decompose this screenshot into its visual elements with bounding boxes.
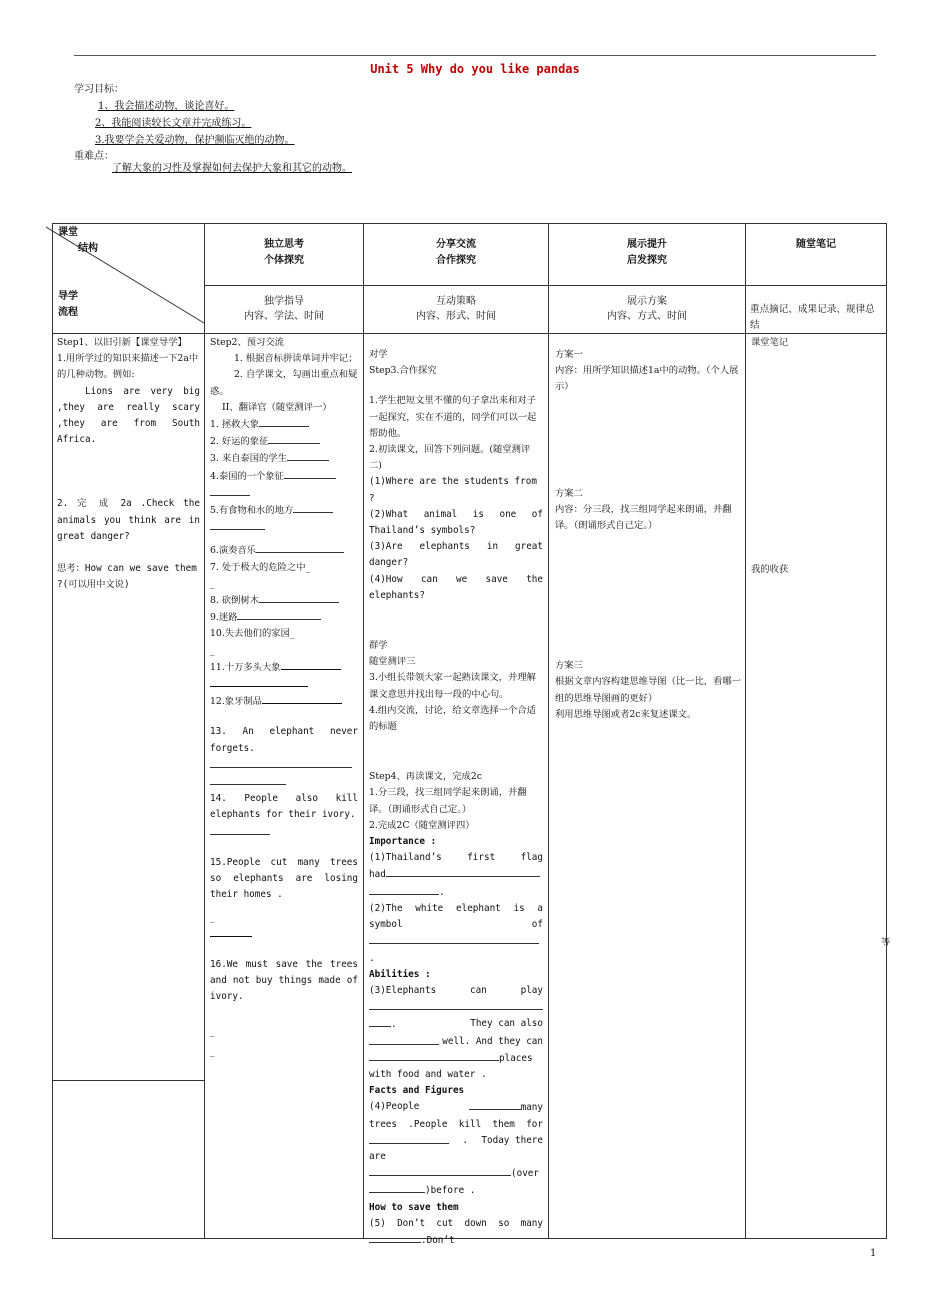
fill-abilities: (3)Elephants can play bbox=[369, 984, 543, 996]
sentence-13-blank bbox=[210, 774, 358, 791]
coop-point-2: 2.初读课文，回答下列问题。(随堂测评二) bbox=[369, 444, 531, 472]
sentence-13: 13. An elephant never forgets. bbox=[210, 726, 358, 754]
subheader-interaction: 互动策略 内容、形式、时间 bbox=[416, 296, 496, 322]
preview-point-2: 2. 自学课文，勾画出重点和疑惑。 bbox=[210, 369, 358, 397]
top-rule bbox=[74, 55, 876, 56]
sentence-16: 16.We must save the trees and not buy things made of ivory. bbox=[210, 958, 358, 1003]
objective-item: 2、我能阅读较长文章并完成练习。 bbox=[95, 118, 252, 129]
table-border bbox=[548, 223, 549, 1239]
plan-3-text: 根据文章内容构建思维导图（比一比，看哪一组的思维导图画的更好） bbox=[555, 676, 741, 704]
translate-item bbox=[210, 519, 358, 536]
translate-item: 2. 好运的象征 bbox=[210, 433, 358, 450]
fill-importance-1: . bbox=[369, 884, 543, 901]
fill-abilities: well. And they can bbox=[369, 1034, 543, 1050]
translate-item: 11.十万多头大象 bbox=[210, 659, 358, 676]
header-notes: 随堂笔记 bbox=[796, 239, 836, 250]
sentence-16-blank: _ bbox=[210, 1045, 215, 1057]
plan-1-label: 方案一 bbox=[555, 349, 583, 360]
fill-facts: (over bbox=[369, 1165, 543, 1182]
table-border bbox=[204, 285, 887, 286]
translate-item: 1. 拯救大象 bbox=[210, 416, 358, 433]
translate-item: 10.失去他们的家园_ bbox=[210, 628, 295, 640]
fill-abilities: with food and water . bbox=[369, 1068, 487, 1080]
translate-item: 12.象牙制品 bbox=[210, 693, 358, 710]
page-title: Unit 5 Why do you like pandas bbox=[370, 62, 580, 76]
subheader-plan: 展示方案 内容、方式、时间 bbox=[607, 296, 687, 322]
fill-importance-1: (1)Thailand’s first flag bbox=[369, 852, 543, 864]
fill-facts: are bbox=[369, 1150, 386, 1162]
fill-abilities: places bbox=[369, 1050, 543, 1067]
class-notes-label: 课堂笔记 bbox=[751, 337, 789, 348]
abilities-heading: Abilities : bbox=[369, 968, 431, 980]
fill-importance-2 bbox=[369, 933, 543, 950]
translator-label: II、翻译官（随堂测评一） bbox=[222, 401, 332, 413]
objectives-label: 学习目标： bbox=[74, 84, 124, 95]
objective-item: 1、我会描述动物，谈论喜好。 bbox=[98, 101, 235, 112]
translate-item: _ bbox=[210, 577, 215, 589]
translate-item bbox=[210, 485, 358, 502]
group-study-label: 群学 bbox=[369, 640, 388, 652]
reading-question: (3)Are elephants in great danger? bbox=[369, 541, 543, 569]
reading-question: (2)What animal is one of Thailand’s symbols? bbox=[369, 508, 543, 537]
translate-item bbox=[210, 676, 358, 693]
col1-content bbox=[57, 335, 200, 593]
plan-1-text: 内容：用所学知识描述1a中的动物。（个人展示） bbox=[555, 365, 739, 393]
translate-item: 6.演奏音乐 bbox=[210, 542, 358, 559]
facts-heading: Facts and Figures bbox=[369, 1085, 465, 1097]
key-points-text: 了解大象的习性及掌握如何去保护大象和其它的动物。 bbox=[112, 163, 352, 174]
step2-label: Step2、预习交流 bbox=[210, 337, 284, 348]
pair-study-label: 对学 bbox=[369, 349, 388, 360]
plan-3-text-2: 利用思维导图或者2c来复述课文。 bbox=[555, 708, 697, 720]
reading-question: (1)Where are the students from ? bbox=[369, 476, 537, 504]
table-border bbox=[52, 1080, 204, 1081]
reading-question: (4)How can we save the elephants? bbox=[369, 573, 543, 601]
fill-save: (5) Don’t cut down so many bbox=[369, 1217, 543, 1229]
table-border bbox=[886, 223, 887, 1239]
col4-content bbox=[555, 347, 741, 723]
plan-2-text: 内容：分三段，找三组同学起来朗诵，并翻译。（朗诵形式自己定。） bbox=[555, 503, 732, 532]
table-border bbox=[204, 223, 205, 1239]
importance-heading: Importance : bbox=[369, 836, 437, 848]
coop-point-3: 3.小组长带领大家一起熟读课文，并理解课文意思并找出每一段的中心句。 bbox=[369, 672, 536, 700]
fill-save: .Don’t bbox=[369, 1232, 543, 1249]
step3-label: Step3.合作探究 bbox=[369, 365, 437, 377]
fill-abilities bbox=[369, 999, 543, 1016]
sentence-15-blank bbox=[210, 926, 358, 943]
page-number: 1 bbox=[870, 1248, 877, 1259]
subheader-self-study: 独学指导 内容、学法、时间 bbox=[244, 296, 324, 322]
plan-3-label: 方案三 bbox=[555, 660, 583, 672]
how-to-save-heading: How to save them bbox=[369, 1201, 459, 1213]
question-2: 2. 完 成 2a .Check the animals you think are in great danger? bbox=[57, 498, 200, 542]
my-harvest-label: 我的收获 bbox=[751, 564, 789, 575]
corner-label-top1: 课堂 bbox=[58, 227, 78, 238]
corner-label-bottom2: 流程 bbox=[58, 307, 78, 318]
sentence-15: 15.People cut many trees so elephants are losing their homes . bbox=[210, 856, 358, 901]
translate-item: 3. 来自泰国的学生 bbox=[210, 450, 358, 467]
sentence-14-blank bbox=[210, 824, 358, 841]
corner-label-bottom1: 导学 bbox=[58, 291, 78, 302]
fill-facts: (4)People many bbox=[369, 1101, 543, 1114]
header-presentation: 展示提升 启发探究 bbox=[627, 239, 667, 266]
step4-label: Step4、再读课文，完成2c bbox=[369, 771, 482, 783]
table-border bbox=[745, 223, 746, 1239]
fill-importance-2: (2)The white elephant is a symbol of bbox=[369, 902, 543, 931]
col2-content bbox=[210, 335, 358, 1060]
table-border bbox=[363, 223, 364, 1239]
fill-facts: trees .People kill them for bbox=[369, 1118, 543, 1130]
preview-point-1: 1. 根据音标拼读单词并牢记； bbox=[234, 353, 358, 365]
fill-importance-1: had bbox=[369, 866, 543, 883]
step1-label: Step1、以旧引新【课堂导学】 bbox=[57, 337, 187, 348]
translate-item: 7. 处于极大的危险之中_ bbox=[210, 561, 311, 573]
sentence-16-blank: _ bbox=[210, 1025, 215, 1037]
sentence-14: 14. People also kill elephants for their ivory. bbox=[210, 793, 358, 821]
think-prompt: 思考：How can we save them ?(可以用中文说) bbox=[57, 563, 197, 591]
translate-item: _ bbox=[210, 644, 215, 656]
objective-item: 3.我要学会关爱动物，保护濒临灭绝的动物。 bbox=[95, 135, 295, 146]
coop-point-1: 1.学生把短文里不懂的句子拿出来和对子一起探究，实在不道的，同学们可以一起帮助他。 bbox=[369, 395, 537, 439]
header-independent-thinking: 独立思考 个体探究 bbox=[264, 239, 304, 266]
step4-point-1: 1.分三段，找三组同学起来朗诵，并翻译。（朗诵形式自己定。） bbox=[369, 787, 527, 815]
example-sentence: Lions are very big ,they are really scary ,they are from South Africa. bbox=[57, 385, 200, 446]
translate-item: 5.有食物和水的地方 bbox=[210, 502, 358, 519]
coop-point-4: 4.组内交流，讨论，给文章选择一个合适的标题 bbox=[369, 704, 536, 733]
question-1: 1.用所学过的知识来描述一下2a中的几种动物。例如: bbox=[57, 353, 199, 381]
col3-content bbox=[369, 347, 543, 1249]
translate-item: 4.泰国的一个象征 bbox=[210, 468, 358, 485]
translate-item: 9.迷路 bbox=[210, 609, 358, 626]
subheader-notes: 重点摘记、成果记录、规律总结 bbox=[750, 304, 875, 331]
etc-mark: 等 bbox=[881, 937, 891, 948]
test3-label: 随堂测评三 bbox=[369, 656, 416, 668]
key-points-label: 重难点： bbox=[74, 151, 114, 162]
sentence-13-blank bbox=[210, 757, 358, 774]
plan-2-label: 方案二 bbox=[555, 487, 583, 499]
sentence-15-blank: _ bbox=[210, 911, 215, 923]
step4-point-2: 2.完成2C（随堂测评四） bbox=[369, 819, 475, 831]
fill-abilities: . They can also bbox=[369, 1016, 543, 1033]
corner-label-top2: 结构 bbox=[78, 243, 98, 254]
fill-facts: . Today there bbox=[369, 1133, 543, 1149]
translate-item: 8. 砍倒树木 bbox=[210, 592, 358, 609]
header-sharing: 分享交流 合作探究 bbox=[436, 239, 476, 266]
table-border bbox=[52, 223, 53, 1239]
fill-facts: )before . bbox=[369, 1182, 543, 1199]
fill-importance-2: . bbox=[369, 952, 375, 964]
